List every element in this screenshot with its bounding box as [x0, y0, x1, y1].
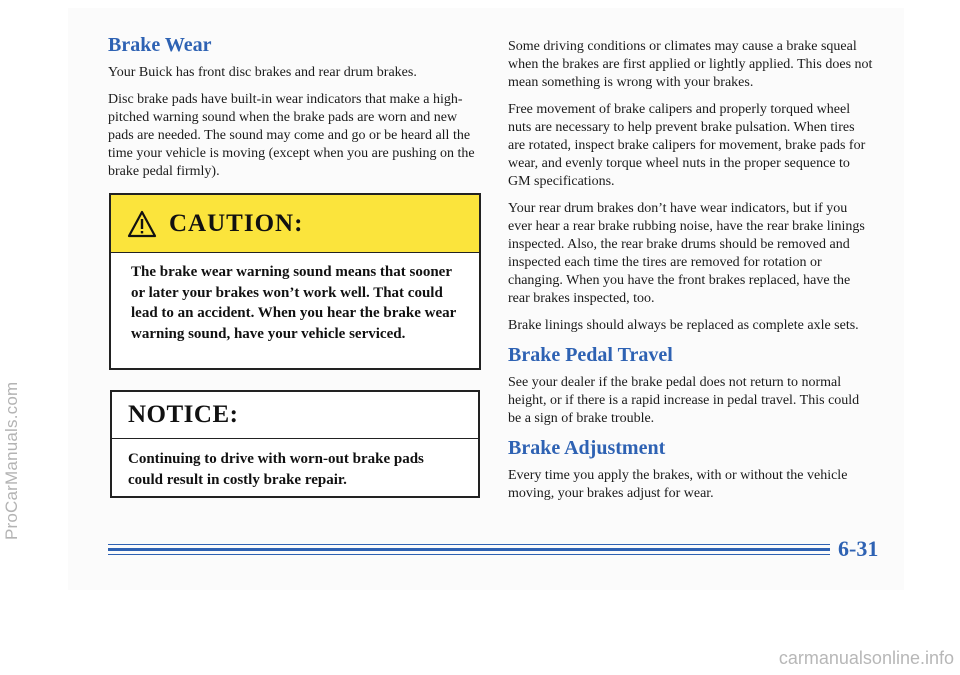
right-column: [508, 38, 874, 512]
paragraph: Some driving conditions or climates may cause a brake squeal when the brakes are first applied or lightly applied. This does not mean something is wrong with your brakes.: [508, 39, 873, 90]
paragraph: Free movement of brake calipers and properly torqued wheel nuts are necessary to help prevent brake pulsation. When tires are rotated, inspect brake calipers for movement, brake pads for wear, and evenly torque wheel nuts in the proper sequence to GM specifications.: [508, 102, 866, 189]
notice-title: NOTICE:: [128, 401, 239, 428]
page-number: 6-31: [838, 536, 879, 561]
caution-box: [109, 193, 481, 370]
notice-box: [110, 390, 480, 498]
paragraph: Your rear drum brakes don’t have wear indicators, but if you ever hear a rear brake rubbing noise, have the rear brake linings inspected. Also, the rear brake drums should be removed and inspected each time the tires are removed for rotation or changing. When you have the front brakes replaced, have the rear brakes inspected, too.: [508, 201, 865, 306]
side-watermark: ProCarManuals.com: [2, 381, 21, 540]
warning-triangle-icon: [127, 210, 157, 238]
footer-rule: [108, 544, 830, 545]
paragraph: Your Buick has front disc brakes and rear drum brakes.: [108, 65, 417, 80]
caution-text: The brake wear warning sound means that sooner or later your brakes won’t work well. That could lead to an accident. When you hear the brake wear warning sound, have your vehicle serviced.: [131, 264, 456, 342]
paragraph: See your dealer if the brake pedal does not return to normal height, or if there is a rapid increase in pedal travel. This could be a sign of brake trouble.: [508, 375, 860, 426]
section-heading-brake-wear: Brake Wear: [108, 34, 212, 56]
paragraph: Brake linings should always be replaced as complete axle sets.: [508, 318, 859, 333]
left-column: [108, 34, 484, 190]
notice-text: Continuing to drive with worn-out brake pads could result in costly brake repair.: [128, 451, 424, 488]
paragraph: Disc brake pads have built-in wear indicators that make a high-pitched warning sound when the brake pads are worn and new pads are needed. The sound may come and go or be heard all the time your vehicle is moving (except when you are pushing on the brake pedal firmly).: [108, 92, 475, 179]
caution-title: CAUTION:: [169, 209, 304, 237]
footer-rule: [108, 548, 830, 551]
footer-rule: [108, 554, 830, 555]
caution-header: [111, 195, 479, 253]
paragraph: Every time you apply the brakes, with or without the vehicle moving, your brakes adjust for wear.: [508, 468, 848, 501]
section-heading-brake-pedal-travel: Brake Pedal Travel: [508, 344, 673, 366]
bottom-watermark: carmanualsonline.info: [778, 648, 954, 668]
section-heading-brake-adjustment: Brake Adjustment: [508, 437, 666, 459]
notice-header: [112, 392, 478, 439]
